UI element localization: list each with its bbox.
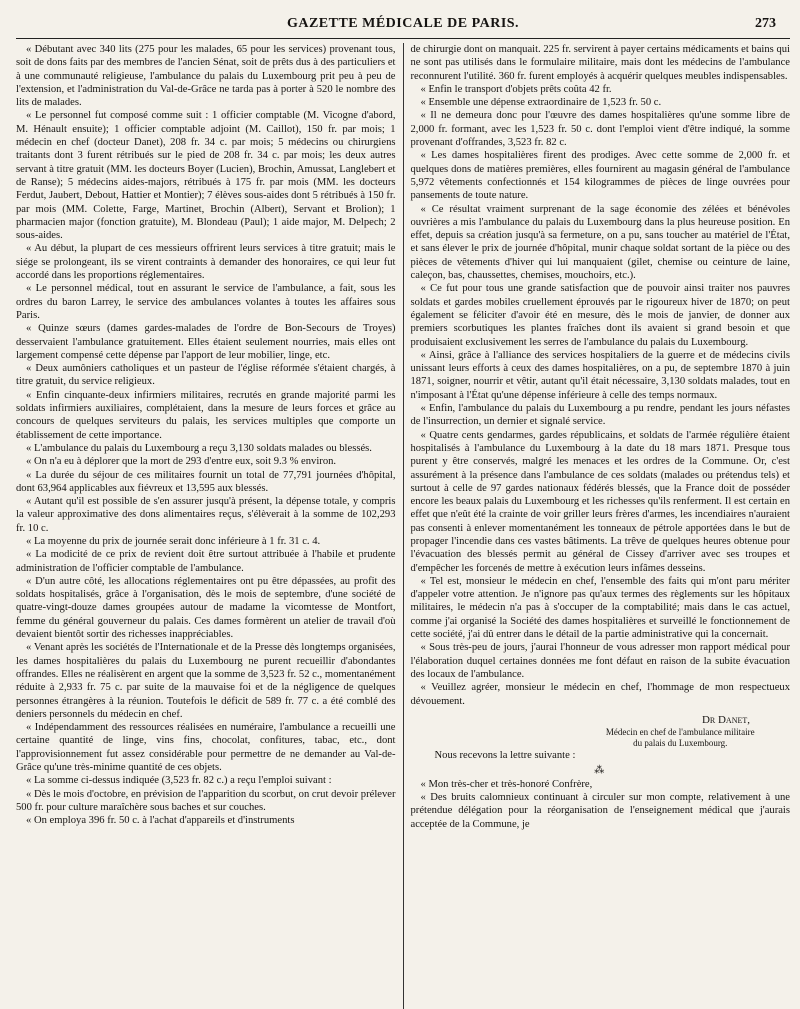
paragraph: « Enfin, l'ambulance du palais du Luxembourg a pu rendre, pendant les jours néfastes de l'insurrection, un dernier et signalé service. [410,403,790,428]
paragraph: « Débutant avec 340 lits (275 pour les malades, 65 pour les services) provenant tous, soit de dons faits par des membres de l'ancien Sénat, soit de prêts dus à des particuliers et à une communauté religieuse, l'ambulance du palais du Luxembourg prit peu à peu de l'extension, et l'administration du Val-de-Grâce ne tarda pas à porter à 520 le nombre des lits de malades. [16,44,396,109]
paragraph: « Dès le mois d'octobre, en prévision de l'apparition du scorbut, on crut devoir prélever 500 fr. pour culture maraîchère sous baches et sur couches. [16,788,396,813]
letter-paragraph: « Des bruits calomnieux continuant à circuler sur mon compte, relativement à une prétendue délégation pour la réorganisation de l'enseignement médical que j'aurais acceptée de la Commune, je [410,792,790,830]
paragraph: « D'un autre côté, les allocations réglementaires ont pu être dépassées, au profit des soldats hospitalisés, grâce à l'organisation, dès le mois de septembre, d'une société de quatre-vingt-douze dames groupées autour de madame la vicomtesse de Montfort, femme du général gouverneur du palais. Ces dames formèrent un atelier de travail d'où devaient bientôt sortir des richesses inappréciables. [16,575,396,641]
signature-name: Dr Danet, [701,713,750,726]
paragraph: « Au début, la plupart de ces messieurs offrirent leurs services à titre gratuit; mais le siége se prolongeant, ils se virent contraints à demander des honoraires, ce qui leur fut accordé dans les proportions réglementaires. [16,243,396,282]
paragraph: « La durée du séjour de ces militaires fournit un total de 77,791 journées d'hôpital, dont 63,964 applicables aux fiévreux et 13,595 aux blessés. [16,469,396,494]
paragraph: « On employa 396 fr. 50 c. à l'achat d'appareils et d'instruments [26,815,295,827]
paragraph: « Ce fut pour tous une grande satisfaction que de pouvoir ainsi traiter nos pauvres soldats et gardes mobiles cruellement éprouvés par le rigoureux hiver de 1870; on peut également se féliciter d'avoir été en mesure, dès le mois de janvier, de donner aux premiers scorbutiques les plantes fraîches dont ils avaient si grand besoin et que produisaient exclusivement les serres de l'ambulance du palais du Luxembourg. [410,283,790,348]
paragraph: « Enfin cinquante-deux infirmiers militaires, recrutés en grande majorité parmi les soldats infirmiers auxiliaires, complétaient, dans la mesure de leurs forces et grâce au concours de quelques serviteurs du palais, les services multiples que comporte un établissement de cette importance. [16,389,396,441]
paragraph: « Deux aumôniers catholiques et un pasteur de l'église réformée s'étaient chargés, à titre gratuit, du service religieux. [16,363,396,388]
paragraph: « Le personnel médical, tout en assurant le service de l'ambulance, a fait, sous les ordres du baron Larrey, le service des ambulances volantes à toutes les affaires sous Paris. [16,283,396,321]
signature-role: Médecin en chef de l'ambulance militaire [605,727,755,738]
paragraph: « Sous très-peu de jours, j'aurai l'honneur de vous adresser mon rapport médical pour l'élaboration duquel certaines données me font défaut en raison de la subite évacuation des locaux de l'ambulance. [410,642,790,680]
paragraph: « La somme ci-dessus indiquée (3,523 fr. 82 c.) a reçu l'emploi suivant : [26,775,332,787]
journal-title: GAZETTE MÉDICALE DE PARIS. [286,16,520,31]
section-separator: ⁂ [594,765,607,777]
text-columns [16,43,790,1009]
paragraph: « L'ambulance du palais du Luxembourg a reçu 3,130 soldats malades ou blessés. [26,442,372,454]
letter-intro: Nous recevons la lettre suivante : [434,750,576,762]
left-column [16,43,403,1009]
page-number: 273 [755,16,776,31]
paragraph: « On n'a eu à déplorer que la mort de 293 d'entre eux, soit 9.3 % environ. [26,456,337,468]
paragraph: « Veuillez agréer, monsieur le médecin en chef, l'hommage de mon respectueux dévouement. [410,682,790,707]
paragraph: « Quinze sœurs (dames gardes-malades de l'ordre de Bon-Secours de Troyes) desservaient l'ambulance gratuitement. Elles étaient seulement nourries, mais elles ont largement compensé cette dépense par l'apport de leur mobilier, linge, etc. [16,323,396,361]
paragraph: « Autant qu'il est possible de s'en assurer jusqu'à présent, la dépense totale, y compris la valeur approximative des dons alimentaires reçus, s'élèverait à la somme de 102,293 fr. 10 c. [16,496,396,534]
paragraph: « La moyenne du prix de journée serait donc inférieure à 1 fr. 31 c. 4. [26,535,321,547]
paragraph: « La modicité de ce prix de revient doit être surtout attribuée à l'habile et prudente administration de l'officier comptable de l'ambulance. [16,549,396,574]
paragraph: « Quatre cents gendarmes, gardes républicains, et soldats de l'armée régulière étaient hospitalisés à l'ambulance du Luxembourg à la date du 18 mars 1871. Presque tous purent y être conservés, malgré les menaces et les ordres de la Commune. Or, c'est assurément à la présence dans l'ambulance de ces soldats (malades ou prétendus tels) et surtout à celle de 97 gardes nationaux fédérés blessés, que la France doit de posséder encore les beaux palais du Luxembourg et les richesses qu'ils renferment. Il est certain en effet que n'eût été la crainte de voir griller leurs frères d'armes, les incendiaires n'auraient pas consenti à enlever momentanément les tonneaux de pétrole apportées dans le but de propager l'incendie dans ces vastes bâtiments. La trêve de quelques heures obtenue pour l'évacuation des blessés permit au général de Cissey d'arriver avec ses troupes et d'empêcher les forcenés de mettre à exécution leurs infâmes desseins. [410,429,790,574]
paragraph: « Ensemble une dépense extraordinaire de 1,523 fr. 50 c. [420,97,662,109]
paragraph: « Venant après les sociétés de l'Internationale et de la Presse dès longtemps organisées, les dames hospitalières du palais du Luxembourg ne purent recueillir d'abondantes offrandes. Elles ne réalisèrent en argent que la somme de 3,523 fr. 52 c., momentanément réduite à 2,933 fr. 75 c. par suite de la mauvaise foi et de la négligence de quelques personnes étrangères à la réunion. Toutefois le déficit de 589 fr. 77 c. a été comblé des deniers personnels du médecin en chef. [16,642,396,720]
signature-block [411,714,791,749]
paragraph: « Il ne demeura donc pour l'œuvre des dames hospitalières qu'une somme libre de 2,000 fr. formant, avec les 1,523 fr. 50 c. dont l'emploi vient d'être indiqué, la somme provenant d'offrandes, 3,523 fr. 82 c. [410,110,790,149]
paragraph: « Indépendamment des ressources réalisées en numéraire, l'ambulance a recueilli une certaine quantité de linge, vins fins, chocolat, confitures, tabac, etc., dont l'approvisionnement fut assez considérable pour permettre de ne demander au Val-de-Grâce qu'une très-minime quantité de ces objets. [16,722,396,774]
right-column [404,43,791,1009]
paragraph: « Tel est, monsieur le médecin en chef, l'ensemble des faits qui m'ont paru mériter d'appeler votre attention. Je n'ignore pas qu'aux termes des règlements sur les hôpitaux militaires, le médecin n'a pas à s'occuper de la comptabilité; mais dans le cas actuel, comme j'ai organisé la Société des dames hospitalières et surveillé le fonctionnement de cette société, j'ai dû entrer dans le détail de la partie administrative qui la concernait. [410,575,790,641]
paragraph: « Enfin le transport d'objets prêts coûta 42 fr. [420,83,612,95]
paragraph: « Ainsi, grâce à l'alliance des services hospitaliers de la guerre et de médecins civils unissant leurs efforts à ceux des dames hospitalières, on a pu, de septembre 1870 à juin 1871, soigner, nourrir et vêtir, autant qu'il était nécessaire, 3,130 soldats malades, tout en n'imposant à l'État qu'une dépense inférieure à celle des temps normaux. [410,349,790,401]
page-header [16,12,790,39]
paragraph: de chirurgie dont on manquait. 225 fr. servirent à payer certains médicaments et bains qui ne sont pas utilisés dans le formulaire militaire, mais dont les médecins de l'ambulance reconnurent l'utilité. 360 fr. furent employés à acquérir quelques meubles indispensables. [410,44,790,82]
paragraph: « Ce résultat vraiment surprenant de la sage économie des zélées et bénévoles ouvrières a mis l'ambulance du palais du Luxembourg dans la plus heureuse position. En effet, depuis sa création jusqu'à sa fermeture, on a pu, sans toucher au matériel de l'État, et sans élever le prix de journée d'hôpital, munir chaque soldat sortant de la pièce ou des pièces de vêtements d'hiver qui lui manquaient (gilet, chemise ou ceinture de laine, caleçon, bas, chaussettes, chemises, mouchoirs, etc.). [410,203,790,282]
letter-salutation: « Mon très-cher et très-honoré Confrère, [420,778,593,790]
paragraph: « Le personnel fut composé comme suit : 1 officier comptable (M. Vicogne d'abord, M. Hénault ensuite); 1 officier comptable adjoint (M. Caillot), 150 fr. par mois; 1 médecin en chef (docteur Danet), 208 fr. 34 c. par mois; 5 médecins ou chirurgiens traitants dont 3 furent rétribués sur le pied de 208 fr. 34 c. par mois; les deux autres servant à titre gratuit (MM. les docteurs Boyer (Lucien), Brochin, Amussat, Langlebert et de Ranse); 5 médecins aides-majors, rétribués à 175 fr. par mois (MM. les docteurs Ferdut, Jaubert, Debout, Hattier et Montier); 7 élèves sous-aides dont 5 rétribués à 150 fr. par mois (MM. Colette, Farge, Martinet, Brochin (Albert), Servant et Brolion); 1 pharmacien major (fonction gratuite), M. Blondeau (Paul); 1 aide major, M. Delpech; 2 sous-aides. [16,110,396,242]
signature-role-place: du palais du Luxembourg. [633,738,728,749]
paragraph: « Les dames hospitalières firent des prodiges. Avec cette somme de 2,000 fr. et quelques dons de matières premières, elles fournirent au magasin général de l'ambulance 5,972 vêtements confectionnés et 154 kilogrammes de pièces de linge ouvrées pour pansements de toute nature. [410,150,790,202]
